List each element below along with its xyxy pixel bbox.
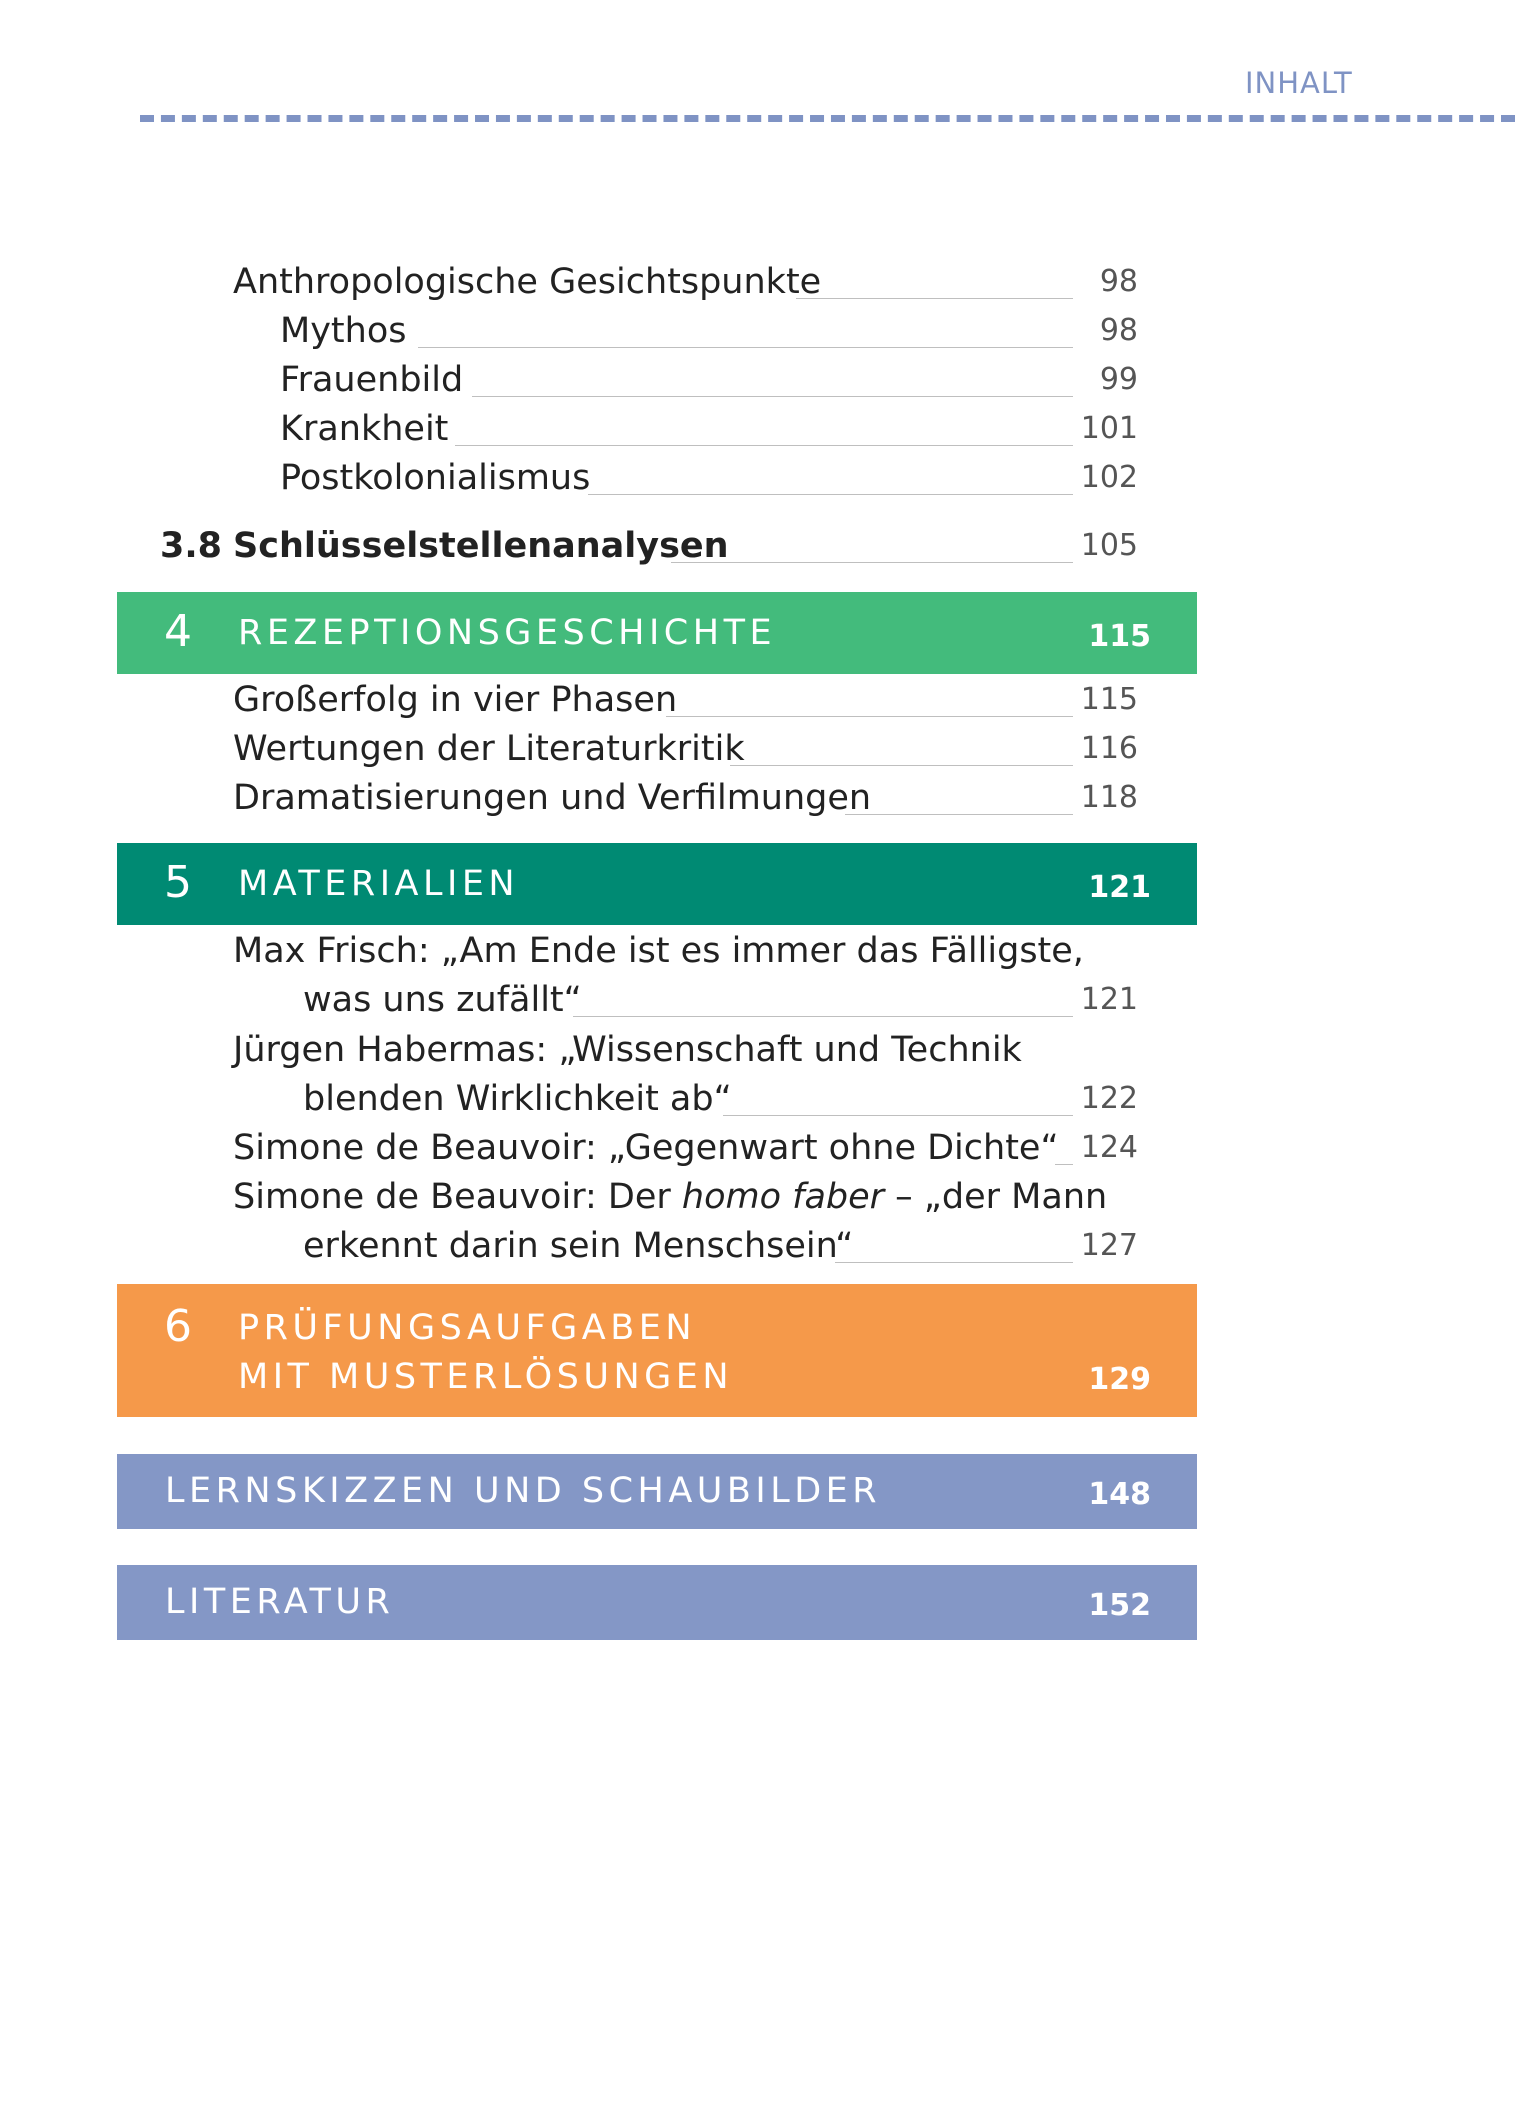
toc-entry-frisch-line1[interactable]: Max Frisch: „Am Ende ist es immer das Fälligste, <box>233 931 1084 971</box>
toc-entry-wertungen[interactable] <box>233 729 1138 779</box>
section-number: 3.8 <box>160 526 223 566</box>
running-header: INHALT <box>1245 66 1353 100</box>
chapter-number: 5 <box>164 857 192 908</box>
toc-leader <box>666 716 1073 717</box>
toc-entry-title: Anthropologische Gesichtspunkte <box>233 262 822 302</box>
chapter-page: 115 <box>1088 619 1151 654</box>
chapter-title-line2: MIT MUSTERLÖSUNGEN <box>238 1357 734 1397</box>
literatur-band[interactable] <box>117 1565 1197 1640</box>
toc-entry-title: blenden Wirklichkeit ab“ <box>303 1079 732 1119</box>
toc-entry-title: Schlüsselstellenanalysen <box>233 526 729 566</box>
toc-leader <box>730 765 1073 766</box>
toc-leader <box>671 562 1073 563</box>
toc-leader <box>455 445 1073 446</box>
toc-entry-page: 122 <box>1080 1081 1138 1116</box>
toc-entry-page: 116 <box>1080 731 1138 766</box>
chapter-title-line1: PRÜFUNGSAUFGABEN <box>238 1308 697 1348</box>
toc-leader <box>835 1262 1073 1263</box>
toc-entry-title: Simone de Beauvoir: „Gegenwart ohne Dichte“ <box>233 1128 1059 1168</box>
chapter-6-band[interactable] <box>117 1284 1197 1417</box>
section-title: LERNSKIZZEN UND SCHAUBILDER <box>165 1471 882 1511</box>
toc-entry-grosserfolg[interactable] <box>233 680 1138 730</box>
toc-entry-page: 121 <box>1080 982 1138 1017</box>
toc-entry-dramatisierungen[interactable] <box>233 778 1138 828</box>
toc-entry-beauvoir-gegenwart[interactable] <box>233 1128 1138 1178</box>
entry-text: – „der Mann <box>884 1177 1108 1217</box>
toc-entry-title: Frauenbild <box>280 360 464 400</box>
toc-entry-title: Mythos <box>280 311 407 351</box>
toc-entry-title: Postkolonialismus <box>280 458 591 498</box>
chapter-number: 4 <box>164 606 192 657</box>
entry-text-italic: homo faber <box>681 1177 885 1217</box>
toc-leader <box>588 494 1073 495</box>
toc-entry-page: 98 <box>1099 264 1138 299</box>
toc-entry-frisch[interactable] <box>303 980 1138 1030</box>
chapter-title: REZEPTIONSGESCHICHTE <box>238 613 777 653</box>
toc-entry-title: was uns zufällt“ <box>303 980 582 1020</box>
toc-leader <box>845 814 1073 815</box>
toc-entry-habermas-line1[interactable]: Jürgen Habermas: „Wissenschaft und Technik <box>233 1030 1022 1070</box>
header-dashed-rule <box>140 115 1515 122</box>
toc-entry-habermas[interactable] <box>303 1079 1138 1129</box>
toc-entry-mythos[interactable] <box>280 311 1138 361</box>
toc-leader <box>723 1115 1073 1116</box>
toc-entry-title: Dramatisierungen und Verfilmungen <box>233 778 872 818</box>
section-page: 152 <box>1088 1588 1151 1623</box>
toc-entry-page: 99 <box>1099 362 1138 397</box>
toc-entry-page: 102 <box>1080 460 1138 495</box>
chapter-title: MATERIALIEN <box>238 864 520 904</box>
toc-leader <box>472 396 1073 397</box>
toc-entry-postkolonialismus[interactable] <box>280 458 1138 508</box>
toc-entry-title: Krankheit <box>280 409 449 449</box>
toc-entry-schluesselstellen[interactable] <box>233 526 1138 576</box>
toc-entry-title: Großerfolg in vier Phasen <box>233 680 678 720</box>
toc-entry-page: 118 <box>1080 780 1138 815</box>
section-page: 148 <box>1088 1477 1151 1512</box>
chapter-4-band[interactable] <box>117 592 1197 674</box>
toc-entry-frauenbild[interactable] <box>280 360 1138 410</box>
toc-leader <box>796 298 1073 299</box>
toc-entry-title: erkennt darin sein Menschsein“ <box>303 1226 854 1266</box>
toc-entry-page: 98 <box>1099 313 1138 348</box>
lernskizzen-band[interactable] <box>117 1454 1197 1529</box>
toc-entry-page: 105 <box>1080 528 1138 563</box>
chapter-page: 129 <box>1088 1362 1151 1397</box>
toc-leader <box>573 1016 1073 1017</box>
toc-entry-beauvoir-homo-faber[interactable] <box>303 1226 1138 1276</box>
toc-leader <box>418 347 1073 348</box>
toc-entry-page: 101 <box>1080 411 1138 446</box>
chapter-number: 6 <box>164 1301 192 1352</box>
toc-entry-page: 124 <box>1080 1130 1138 1165</box>
toc-entry-title: Wertungen der Literaturkritik <box>233 729 745 769</box>
toc-entry-beauvoir-homo-faber-line1[interactable] <box>233 1177 1107 1217</box>
toc-entry-krankheit[interactable] <box>280 409 1138 459</box>
chapter-page: 121 <box>1088 870 1151 905</box>
toc-entry-page: 127 <box>1080 1228 1138 1263</box>
toc-entry-page: 115 <box>1080 682 1138 717</box>
chapter-5-band[interactable] <box>117 843 1197 925</box>
entry-text: Simone de Beauvoir: Der <box>233 1177 682 1217</box>
toc-leader <box>1055 1164 1073 1165</box>
toc-entry-anthropologische[interactable] <box>233 262 1138 312</box>
section-title: LITERATUR <box>165 1582 395 1622</box>
